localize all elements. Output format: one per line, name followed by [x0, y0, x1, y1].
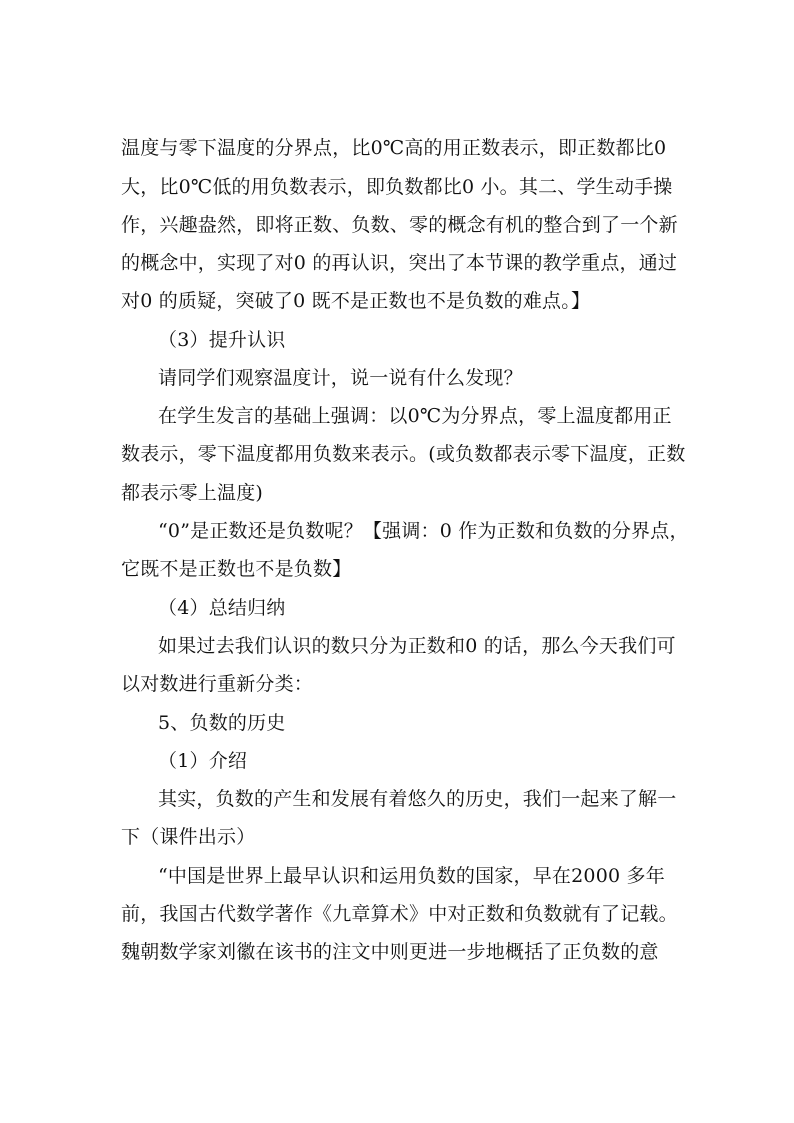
- text-line: 的概念中，实现了对0 的再认识，突出了本节课的教学重点，通过: [121, 252, 678, 274]
- text-line: 如果过去我们认识的数只分为正数和0 的话，那么今天我们可: [158, 635, 676, 657]
- text-line: 数表示，零下温度都用负数来表示。(或负数都表示零下温度，正数: [121, 443, 686, 465]
- text-line: 都表示零上温度): [121, 482, 264, 504]
- text-line: 大，比0℃低的用负数表示，即负数都比0 小。其二、学生动手操: [121, 176, 673, 198]
- text-line: 请同学们观察温度计，说一说有什么发现？: [158, 367, 523, 389]
- section-heading: （3）提升认识: [158, 329, 286, 351]
- text-line: 其实，负数的产生和发展有着悠久的历史，我们一起来了解一: [158, 788, 677, 810]
- text-line: 下（课件出示）: [121, 826, 256, 848]
- text-line: 它既不是正数也不是负数】: [121, 558, 352, 580]
- text-line: 在学生发言的基础上强调：以0℃为分界点，零上温度都用正: [158, 405, 672, 427]
- text-line: 对0 的质疑，突破了0 既不是正数也不是负数的难点。】: [121, 290, 591, 312]
- text-line: 作，兴趣盎然，即将正数、负数、零的概念有机的整合到了一个新: [121, 214, 678, 236]
- text-line: 魏朝数学家刘徽在该书的注文中则更进一步地概括了正负数的意: [121, 941, 659, 963]
- text-line: 温度与零下温度的分界点，比0℃高的用正数表示，即正数都比0: [121, 137, 667, 159]
- text-line: “0”是正数还是负数呢？【强调：0 作为正数和负数的分界点，: [158, 520, 689, 542]
- section-heading: （1）介绍: [158, 750, 248, 772]
- text-line: “中国是世界上最早认识和运用负数的国家，早在2000 多年: [158, 865, 665, 887]
- section-heading: 5、负数的历史: [158, 712, 286, 734]
- section-heading: （4）总结归纳: [158, 597, 286, 619]
- text-line: 以对数进行重新分类：: [121, 673, 314, 695]
- text-line: 前，我国古代数学著作《九章算术》中对正数和负数就有了记载。: [121, 903, 678, 925]
